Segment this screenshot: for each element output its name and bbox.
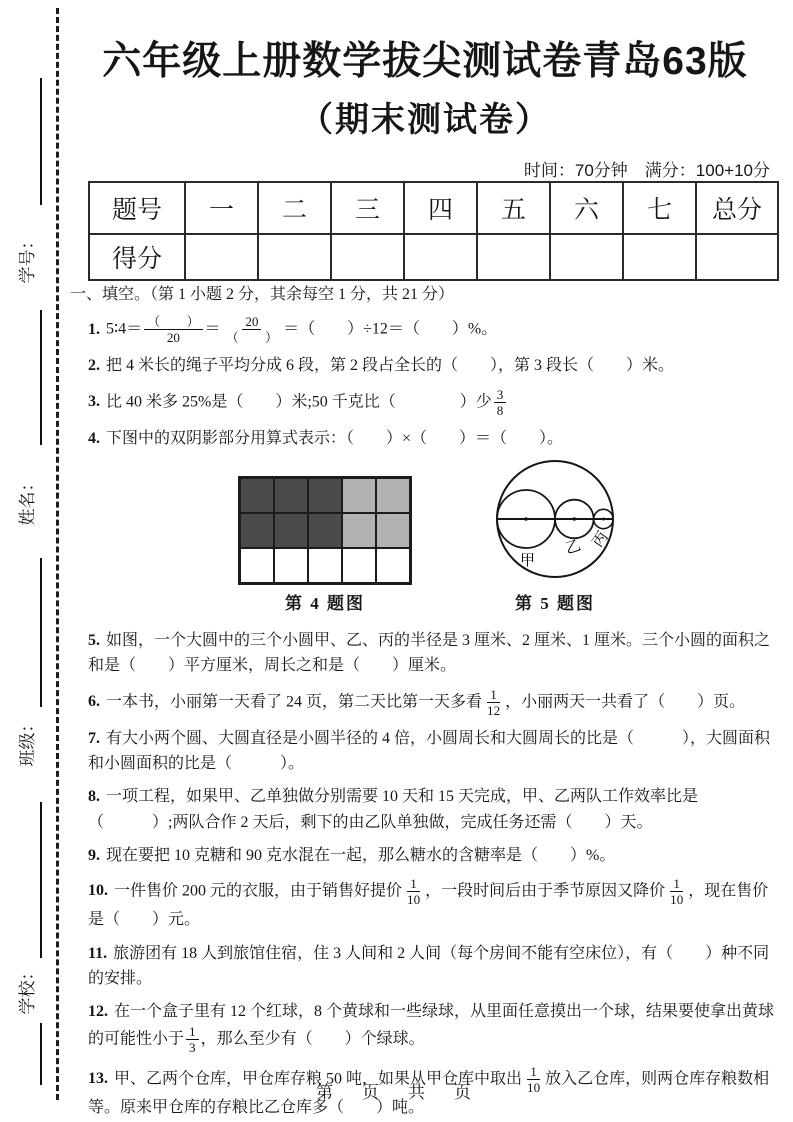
grid-cell	[376, 478, 410, 513]
question	[70, 843, 776, 868]
question-text: 一本书，小丽第一天看了 24 页，第二天比第一天多看	[106, 692, 483, 710]
fraction	[667, 876, 686, 907]
fraction-numerator: 1	[527, 1064, 540, 1080]
section-heading: 一、填空。（第 1 小题 2 分，其余每空 1 分，共 21 分）	[70, 286, 455, 303]
fraction-numerator: 3	[494, 387, 507, 403]
question-list	[70, 628, 776, 1120]
question	[70, 314, 776, 345]
question-text: 下图中的双阴影部分用算式表示：（ ）×（ ）＝（ ）。	[106, 429, 564, 447]
question-number: 4.	[88, 429, 100, 447]
question-text: ＝	[204, 320, 221, 338]
question	[70, 628, 776, 679]
score-table-cell	[331, 234, 404, 280]
question-number: 2.	[88, 357, 100, 375]
question	[70, 941, 776, 992]
fraction	[484, 687, 503, 718]
score-table-cell: 一	[185, 182, 258, 234]
score-table-cell: 二	[258, 182, 331, 234]
score-table-cell: 三	[331, 182, 404, 234]
question	[70, 426, 776, 451]
score-table-cell: 七	[623, 182, 696, 234]
fraction-denominator: 3	[189, 1040, 196, 1056]
circles-figure	[470, 459, 640, 585]
fraction-denominator: 12	[487, 702, 501, 718]
fraction-denominator: 20	[166, 330, 180, 346]
fraction	[186, 1024, 199, 1055]
figure-caption: 第 5 题图	[515, 594, 595, 614]
sidebar-field-school: 学校：	[18, 963, 37, 1015]
score-table-score-row	[89, 234, 778, 280]
question-text: ，那么至少有（ ）个绿球。	[200, 1030, 425, 1048]
grid-figure	[238, 476, 412, 585]
grid-cell	[342, 478, 376, 513]
question	[70, 726, 776, 777]
score-table-cell	[258, 234, 331, 280]
question-text: 把 4 米长的绳子平均分成 6 段，第 2 段占全长的（ ），第 3 段长（ ）米。	[106, 357, 675, 375]
fraction	[223, 314, 281, 345]
question-number: 8.	[88, 788, 100, 806]
question	[70, 999, 776, 1055]
circle-label-yi: 乙	[563, 538, 583, 559]
fraction-denominator: 10	[670, 892, 684, 908]
figure-circles-box	[470, 459, 640, 618]
grid-cell	[342, 548, 376, 583]
question-text: 放入乙仓库，则两仓库存粮数相等。原来甲仓库的存粮比乙仓库多（ ）吨。	[88, 1069, 770, 1116]
circle-label-bing: 丙	[590, 529, 612, 551]
question-text: 5∶4＝	[106, 320, 143, 338]
figure-caption: 第 4 题图	[285, 594, 365, 614]
fraction-numerator: （ ）	[144, 314, 202, 330]
grid-cell	[376, 548, 410, 583]
question-text: 比 40 米多 25%是（ ）米;50 千克比（ ）少	[106, 392, 492, 410]
fraction	[404, 876, 423, 907]
score-table-cell: 五	[477, 182, 550, 234]
question-text: 有大小两个圆、大圆直径是小圆半径的 4 倍，小圆周长和大圆周长的比是（ ），大圆面积和小圆面积的比是（ ）。	[88, 729, 771, 773]
question-section	[70, 282, 776, 1122]
score-table-cell: 得分	[89, 234, 185, 280]
grid-cell	[376, 513, 410, 548]
fraction-numerator: 1	[670, 876, 683, 892]
question	[70, 784, 776, 835]
signature-line	[40, 802, 42, 958]
score-table-cell: 总分	[696, 182, 778, 234]
score-table-cell	[185, 234, 258, 280]
grid-cell	[240, 478, 274, 513]
fraction	[494, 387, 507, 418]
question-number: 12.	[88, 1003, 108, 1021]
page-subtitle: （期末测试卷）	[299, 101, 551, 139]
signature-line	[40, 1023, 42, 1085]
question-list	[70, 314, 776, 451]
question-text: 如图，一个大圆中的三个小圆甲、乙、丙的半径是 3 厘米、2 厘米、1 厘米。三个小圆的面积之和是（ ）平方厘米，周长之和是（ ）厘米。	[88, 632, 771, 675]
question-number: 10.	[88, 882, 108, 900]
fraction-denominator: （ ）	[225, 330, 279, 346]
exam-time-score-info: 时间：70分钟 满分：100+10分	[523, 161, 770, 180]
question	[70, 876, 776, 932]
question-text: 甲、乙两个仓库，甲仓库存粮 50 吨，如果从甲仓库中取出	[114, 1069, 523, 1087]
question	[70, 387, 776, 418]
fraction-denominator: 8	[496, 402, 504, 418]
seal-dashed-line	[56, 8, 59, 1100]
signature-line	[40, 78, 42, 205]
question	[70, 687, 776, 718]
grid-cell	[274, 548, 308, 583]
page-title: 六年级上册数学拔尖测试卷青岛63版	[102, 40, 748, 83]
score-table-cell	[404, 234, 477, 280]
question-text: 现在要把 10 克糖和 90 克水混在一起，那么糖水的含糖率是（ ）%。	[106, 846, 616, 864]
question-number: 9.	[88, 846, 100, 864]
question-number: 5.	[88, 632, 100, 650]
grid-cell	[308, 548, 342, 583]
question-number: 13.	[88, 1069, 108, 1087]
grid-cell	[308, 478, 342, 513]
sidebar-field-student-id: 学号：	[18, 232, 37, 284]
score-table	[88, 181, 779, 281]
question-text: 在一个盒子里有 12 个红球，8 个黄球和一些绿球，从里面任意摸出一个球，结果要使拿出黄球的可能性小于	[88, 1003, 775, 1048]
question-number: 3.	[88, 392, 100, 410]
question	[70, 353, 776, 378]
grid-cell	[240, 548, 274, 583]
grid-cell	[342, 513, 376, 548]
question-text: 旅游团有 18 人到旅馆住宿，住 3 人间和 2 人间（每个房间不能有空床位），有（ ）种不同的安排。	[88, 944, 770, 987]
signature-line	[40, 310, 42, 445]
question-number: 7.	[88, 729, 100, 747]
score-table-cell	[550, 234, 623, 280]
score-table-cell	[696, 234, 778, 280]
sidebar-field-class: 班级：	[18, 715, 37, 767]
question-text: ，一段时间后由于季节原因又降价	[425, 882, 666, 900]
question-number: 11.	[88, 944, 108, 962]
fraction-numerator: 1	[487, 687, 500, 703]
figure-row	[238, 459, 776, 618]
sidebar-field-name: 姓名：	[18, 474, 37, 526]
fraction-numerator: 1	[407, 876, 420, 892]
fraction-denominator: 10	[527, 1079, 541, 1095]
score-table-header-row	[89, 182, 778, 234]
fraction-numerator: 1	[186, 1024, 199, 1040]
grid-cell	[240, 513, 274, 548]
fraction-denominator: 10	[407, 892, 421, 908]
question-number: 6.	[88, 692, 100, 710]
question-text: ，现在售价是（ ）元。	[88, 882, 769, 929]
grid-cell	[274, 513, 308, 548]
score-table-cell	[623, 234, 696, 280]
fraction	[144, 314, 202, 345]
grid-cell	[274, 478, 308, 513]
score-table-cell	[477, 234, 550, 280]
question-number: 1.	[88, 320, 100, 338]
score-table-cell: 题号	[89, 182, 185, 234]
signature-line	[40, 558, 42, 707]
page-footer: 第 页 共 页	[316, 1083, 477, 1102]
score-table-cell: 六	[550, 182, 623, 234]
question-text: 一项工程，如果甲、乙单独做分别需要 10 天和 15 天完成，甲、乙两队工作效率比是（ ）;两队合作 2 天后，剩下的由乙队单独做，完成任务还需（ ）天。	[88, 788, 699, 831]
figure-grid-box	[238, 476, 412, 618]
fraction-numerator: 20	[242, 314, 261, 330]
grid-cell	[308, 513, 342, 548]
question-text: ，小丽两天一共看了（ ）页。	[505, 692, 746, 710]
score-table-cell: 四	[404, 182, 477, 234]
question-text: ＝（ ）÷12＝（ ）%。	[283, 320, 498, 338]
circle-label-jia: 甲	[520, 553, 536, 570]
question-text: 一件售价 200 元的衣服，由于销售好提价	[114, 882, 403, 900]
